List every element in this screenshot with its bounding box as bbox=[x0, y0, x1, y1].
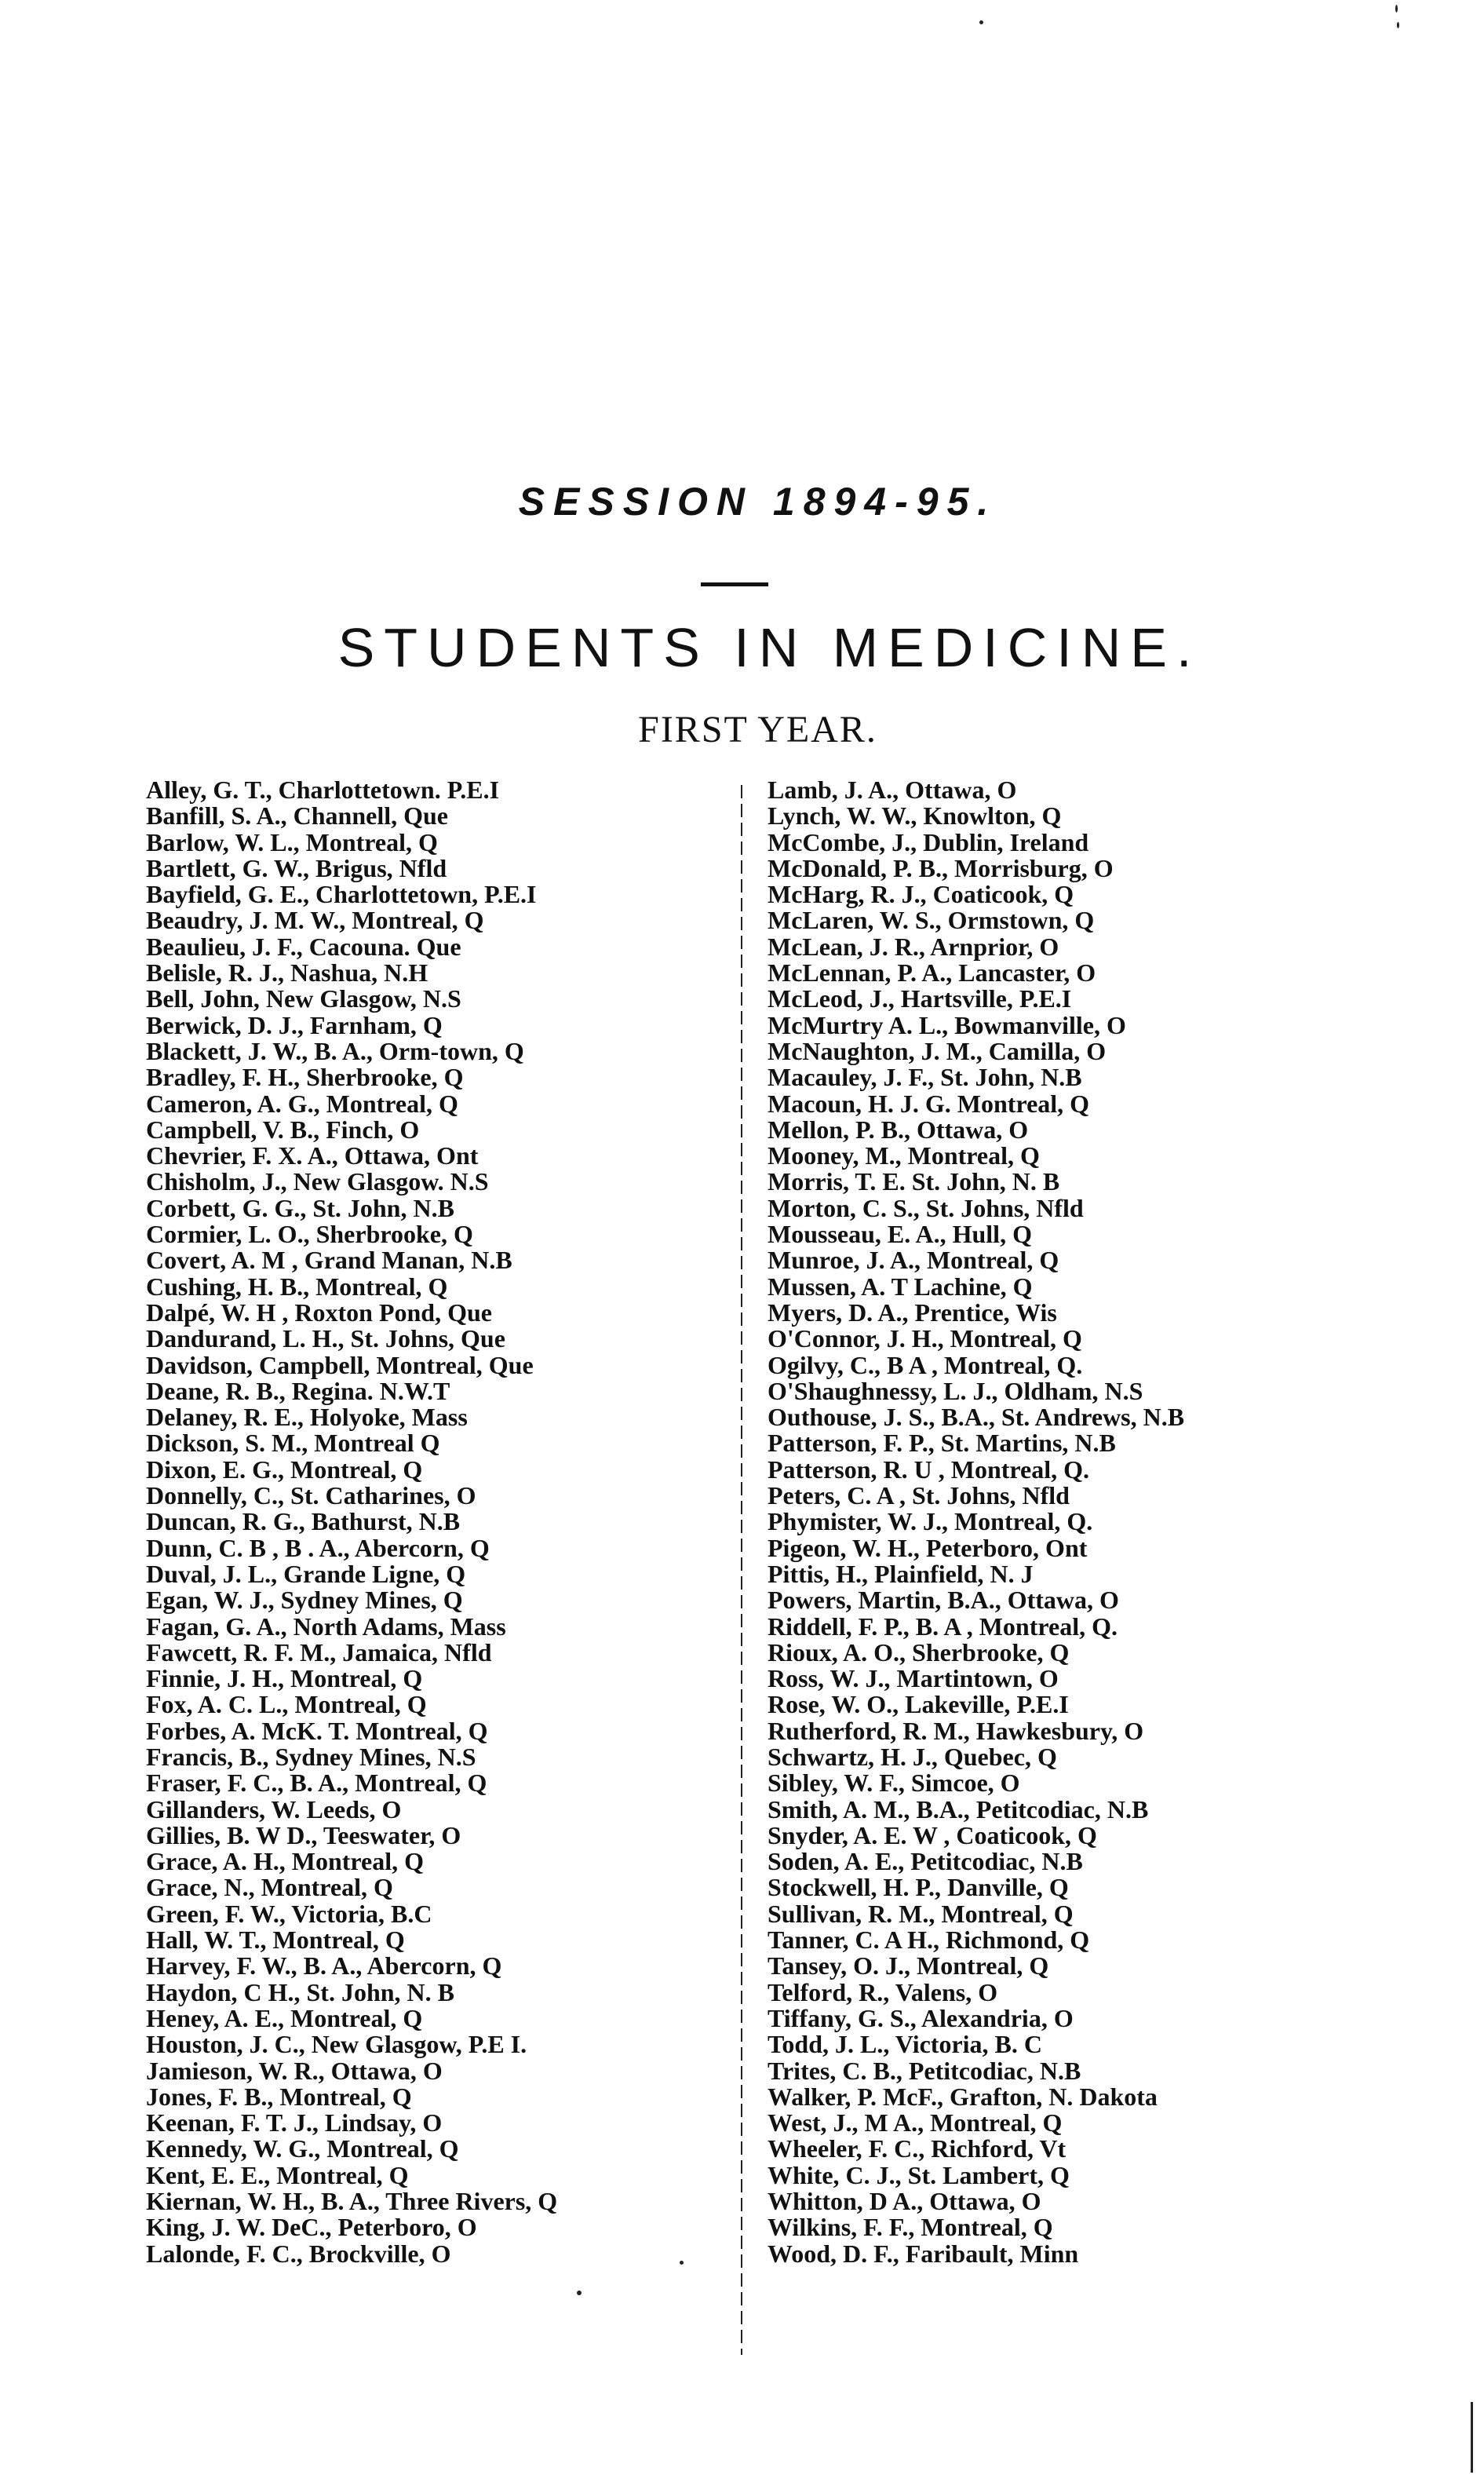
student-entry: McLennan, P. A., Lancaster, O bbox=[768, 958, 1096, 987]
student-entry: Deane, R. B., Regina. N.W.T bbox=[146, 1376, 450, 1405]
student-entry: Fox, A. C. L., Montreal, Q bbox=[146, 1690, 427, 1719]
student-entry: Mussen, A. T Lachine, Q bbox=[768, 1272, 1033, 1301]
student-entry: Jones, F. B., Montreal, Q bbox=[146, 2082, 412, 2111]
student-entry: Outhouse, J. S., B.A., St. Andrews, N.B bbox=[768, 1403, 1185, 1432]
student-entry: Telford, R., Valens, O bbox=[768, 1977, 998, 2006]
student-entry: Dixon, E. G., Montreal, Q bbox=[146, 1455, 423, 1484]
student-entry: Hall, W. T., Montreal, Q bbox=[146, 1926, 405, 1955]
student-entry: Egan, W. J., Sydney Mines, Q bbox=[146, 1586, 463, 1615]
student-entry: Haydon, C H., St. John, N. B bbox=[146, 1977, 454, 2006]
student-entry: Fraser, F. C., B. A., Montreal, Q bbox=[146, 1769, 487, 1798]
student-entry: Schwartz, H. J., Quebec, Q bbox=[768, 1742, 1057, 1771]
student-entry: Tiffany, G. S., Alexandria, O bbox=[768, 2003, 1074, 2032]
student-entry: McCombe, J., Dublin, Ireland bbox=[768, 827, 1089, 856]
student-entry: Dunn, C. B , B . A., Abercorn, Q bbox=[146, 1533, 490, 1562]
student-list-right bbox=[768, 777, 1184, 2267]
student-entry: Grace, N., Montreal, Q bbox=[146, 1873, 393, 1902]
student-entry: Harvey, F. W., B. A., Abercorn, Q bbox=[146, 1951, 502, 1980]
student-entry: Pigeon, W. H., Peterboro, Ont bbox=[768, 1533, 1088, 1562]
student-entry: Gillanders, W. Leeds, O bbox=[146, 1794, 402, 1823]
student-entry: Alley, G. T., Charlottetown. P.E.I bbox=[146, 776, 500, 804]
student-entry: Cushing, H. B., Montreal, Q bbox=[146, 1272, 448, 1301]
student-entry: Kent, E. E., Montreal, Q bbox=[146, 2160, 409, 2189]
student-entry: Belisle, R. J., Nashua, N.H bbox=[146, 958, 428, 987]
student-entry: Patterson, R. U , Montreal, Q. bbox=[768, 1455, 1089, 1484]
student-entry: Myers, D. A., Prentice, Wis bbox=[768, 1298, 1057, 1327]
student-entry: Wheeler, F. C., Richford, Vt bbox=[768, 2134, 1067, 2163]
student-entry: Mousseau, E. A., Hull, Q bbox=[768, 1220, 1032, 1249]
student-entry: Macoun, H. J. G. Montreal, Q bbox=[768, 1089, 1090, 1118]
student-entry: Barlow, W. L., Montreal, Q bbox=[146, 827, 438, 856]
student-list-left bbox=[146, 777, 557, 2267]
student-entry: Wood, D. F., Faribault, Minn bbox=[768, 2239, 1079, 2268]
student-entry: Whitton, D A., Ottawa, O bbox=[768, 2187, 1041, 2216]
student-entry: Bartlett, G. W., Brigus, Nfld bbox=[146, 853, 447, 882]
student-entry: McDonald, P. B., Morrisburg, O bbox=[768, 853, 1114, 882]
student-entry: Blackett, J. W., B. A., Orm-town, Q bbox=[146, 1036, 524, 1065]
student-entry: McLeod, J., Hartsville, P.E.I bbox=[768, 984, 1072, 1013]
student-entry: Cameron, A. G., Montreal, Q bbox=[146, 1089, 458, 1118]
student-entry: Fagan, G. A., North Adams, Mass bbox=[146, 1612, 506, 1641]
student-entry: Tanner, C. A H., Richmond, Q bbox=[768, 1926, 1090, 1955]
student-entry: Kiernan, W. H., B. A., Three Rivers, Q bbox=[146, 2187, 558, 2216]
student-entry: Campbell, V. B., Finch, O bbox=[146, 1115, 420, 1144]
student-entry: Finnie, J. H., Montreal, Q bbox=[146, 1664, 423, 1693]
student-entry: Trites, C. B., Petitcodiac, N.B bbox=[768, 2056, 1081, 2085]
student-entry: Munroe, J. A., Montreal, Q bbox=[768, 1246, 1059, 1275]
student-entry: Duncan, R. G., Bathurst, N.B bbox=[146, 1507, 461, 1536]
student-entry: Duval, J. L., Grande Ligne, Q bbox=[146, 1559, 466, 1588]
student-entry: Houston, J. C., New Glasgow, P.E I. bbox=[146, 2030, 527, 2059]
student-entry: Gillies, B. W D., Teeswater, O bbox=[146, 1820, 461, 1849]
student-entry: Pittis, H., Plainfield, N. J bbox=[768, 1559, 1034, 1588]
student-entry: Forbes, A. McK. T. Montreal, Q bbox=[146, 1716, 488, 1745]
student-entry: Berwick, D. J., Farnham, Q bbox=[146, 1010, 443, 1039]
student-entry: Fawcett, R. F. M., Jamaica, Nfld bbox=[146, 1637, 492, 1666]
student-entry: Morton, C. S., St. Johns, Nfld bbox=[768, 1193, 1084, 1222]
student-entry: Todd, J. L., Victoria, B. C bbox=[768, 2030, 1042, 2059]
student-entry: Ross, W. J., Martintown, O bbox=[768, 1664, 1059, 1693]
page-heading: STUDENTS IN MEDICINE. bbox=[337, 617, 1201, 678]
student-entry: Banfill, S. A., Channell, Que bbox=[146, 801, 448, 830]
student-entry: Lalonde, F. C., Brockville, O bbox=[146, 2239, 451, 2268]
student-entry: Donnelly, C., St. Catharines, O bbox=[146, 1481, 476, 1510]
student-entry: Wilkins, F. F., Montreal, Q bbox=[768, 2213, 1053, 2242]
student-entry: Dickson, S. M., Montreal Q bbox=[146, 1429, 440, 1458]
student-entry: McHarg, R. J., Coaticook, Q bbox=[768, 880, 1074, 909]
student-entry: Peters, C. A , St. Johns, Nfld bbox=[768, 1481, 1070, 1510]
student-entry: Bell, John, New Glasgow, N.S bbox=[146, 984, 461, 1013]
student-entry: Davidson, Campbell, Montreal, Que bbox=[146, 1350, 534, 1379]
student-entry: O'Shaughnessy, L. J., Oldham, N.S bbox=[768, 1376, 1143, 1405]
student-entry: Rioux, A. O., Sherbrooke, Q bbox=[768, 1637, 1070, 1666]
student-entry: Covert, A. M , Grand Manan, N.B bbox=[146, 1246, 512, 1275]
student-entry: Phymister, W. J., Montreal, Q. bbox=[768, 1507, 1093, 1536]
student-entry: Riddell, F. P., B. A , Montreal, Q. bbox=[768, 1612, 1118, 1641]
student-entry: Morris, T. E. St. John, N. B bbox=[768, 1167, 1060, 1196]
student-entry: Bayfield, G. E., Charlottetown, P.E.I bbox=[146, 880, 537, 909]
student-entry: West, J., M A., Montreal, Q bbox=[768, 2108, 1063, 2137]
student-entry: Beaudry, J. M. W., Montreal, Q bbox=[146, 906, 484, 935]
student-entry: Macauley, J. F., St. John, N.B bbox=[768, 1063, 1082, 1092]
student-entry: Lamb, J. A., Ottawa, O bbox=[768, 776, 1017, 804]
student-entry: Lynch, W. W., Knowlton, Q bbox=[768, 801, 1062, 830]
title-rule bbox=[701, 582, 768, 586]
student-entry: Tansey, O. J., Montreal, Q bbox=[768, 1951, 1049, 1980]
student-entry: Green, F. W., Victoria, B.C bbox=[146, 1899, 432, 1928]
student-entry: Mellon, P. B., Ottawa, O bbox=[768, 1115, 1029, 1144]
student-entry: Rose, W. O., Lakeville, P.E.I bbox=[768, 1690, 1069, 1719]
student-entry: McLean, J. R., Arnprior, O bbox=[768, 932, 1059, 961]
student-entry: Soden, A. E., Petitcodiac, N.B bbox=[768, 1847, 1083, 1876]
student-entry: Smith, A. M., B.A., Petitcodiac, N.B bbox=[768, 1794, 1149, 1823]
student-entry: Heney, A. E., Montreal, Q bbox=[146, 2003, 423, 2032]
student-entry: Stockwell, H. P., Danville, Q bbox=[768, 1873, 1069, 1902]
student-entry: Walker, P. McF., Grafton, N. Dakota bbox=[768, 2082, 1158, 2111]
student-entry: King, J. W. DeC., Peterboro, O bbox=[146, 2213, 477, 2242]
student-entry: Beaulieu, J. F., Cacouna. Que bbox=[146, 932, 461, 961]
student-entry: Dandurand, L. H., St. Johns, Que bbox=[146, 1324, 505, 1353]
student-entry: Cormier, L. O., Sherbrooke, Q bbox=[146, 1220, 473, 1249]
student-entry: McLaren, W. S., Ormstown, Q bbox=[768, 906, 1095, 935]
student-entry: Snyder, A. E. W , Coaticook, Q bbox=[768, 1820, 1097, 1849]
student-entry: Keenan, F. T. J., Lindsay, O bbox=[146, 2108, 443, 2137]
student-entry: Grace, A. H., Montreal, Q bbox=[146, 1847, 424, 1876]
student-entry: Kennedy, W. G., Montreal, Q bbox=[146, 2134, 459, 2163]
student-entry: Sibley, W. F., Simcoe, O bbox=[768, 1769, 1020, 1798]
student-entry: Mooney, M., Montreal, Q bbox=[768, 1141, 1040, 1170]
student-entry: Francis, B., Sydney Mines, N.S bbox=[146, 1742, 476, 1771]
column-divider bbox=[741, 785, 742, 2355]
student-entry: O'Connor, J. H., Montreal, Q bbox=[768, 1324, 1082, 1353]
student-entry: Ogilvy, C., B A , Montreal, Q. bbox=[768, 1350, 1083, 1379]
student-entry: Jamieson, W. R., Ottawa, O bbox=[146, 2056, 443, 2085]
session-title: SESSION 1894-95. bbox=[518, 480, 997, 524]
student-entry: Sullivan, R. M., Montreal, Q bbox=[768, 1899, 1074, 1928]
student-entry: Patterson, F. P., St. Martins, N.B bbox=[768, 1429, 1116, 1458]
student-entry: White, C. J., St. Lambert, Q bbox=[768, 2160, 1070, 2189]
student-entry: Delaney, R. E., Holyoke, Mass bbox=[146, 1403, 468, 1432]
student-entry: Powers, Martin, B.A., Ottawa, O bbox=[768, 1586, 1119, 1615]
student-entry: Corbett, G. G., St. John, N.B bbox=[146, 1193, 454, 1222]
student-entry: Chevrier, F. X. A., Ottawa, Ont bbox=[146, 1141, 479, 1170]
student-entry: Dalpé, W. H , Roxton Pond, Que bbox=[146, 1298, 492, 1327]
student-entry: McNaughton, J. M., Camilla, O bbox=[768, 1036, 1107, 1065]
student-entry: Rutherford, R. M., Hawkesbury, O bbox=[768, 1716, 1144, 1745]
student-entry: Chisholm, J., New Glasgow. N.S bbox=[146, 1167, 489, 1196]
student-entry: McMurtry A. L., Bowmanville, O bbox=[768, 1010, 1126, 1039]
year-subheading: FIRST YEAR. bbox=[638, 709, 877, 750]
student-entry: Bradley, F. H., Sherbrooke, Q bbox=[146, 1063, 464, 1092]
